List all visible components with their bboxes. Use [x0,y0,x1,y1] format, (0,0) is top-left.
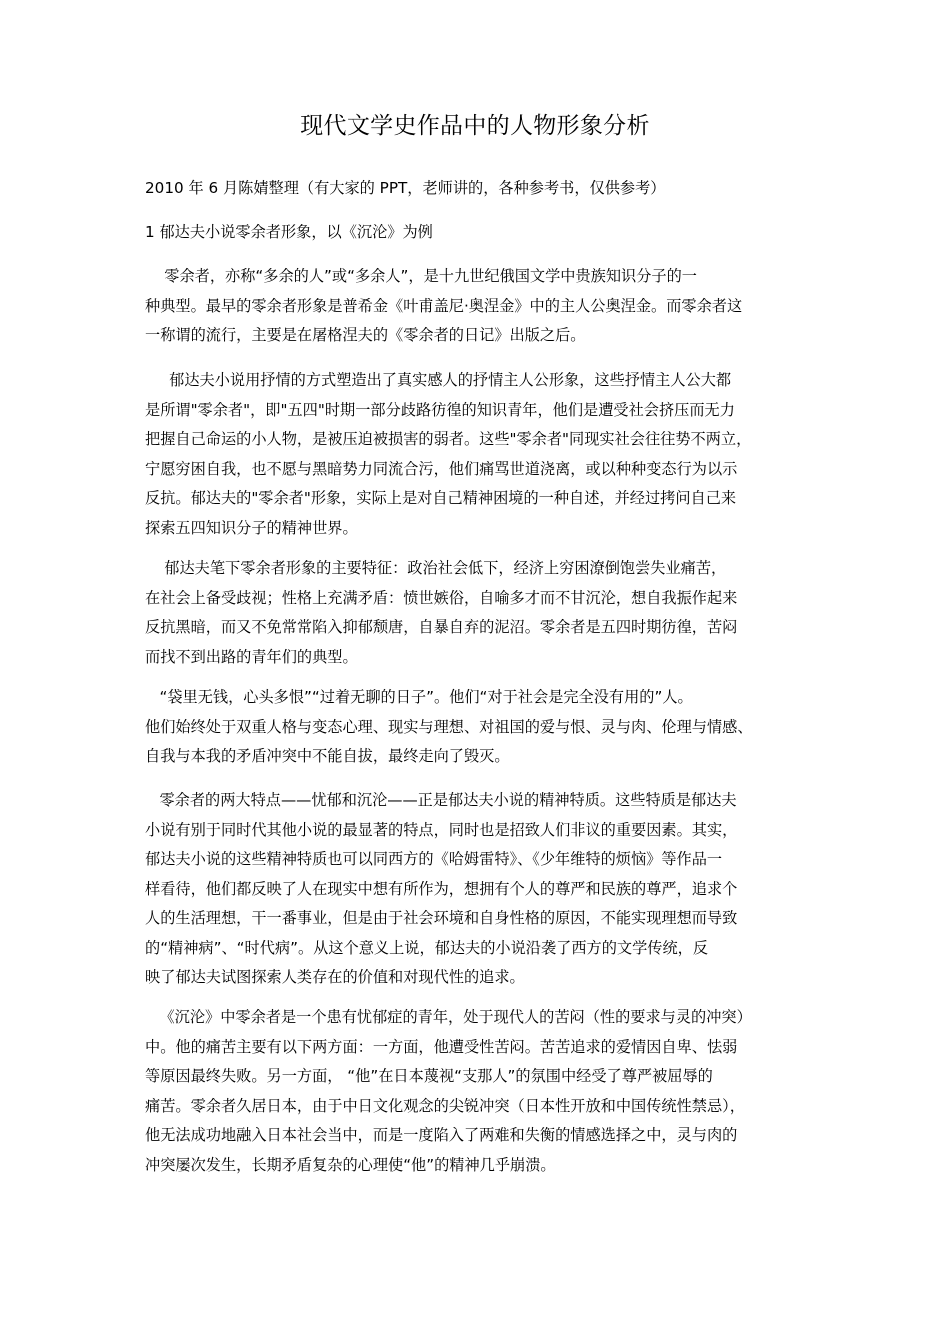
paragraph-line: 反抗黑暗，而又不免常常陷入抑郁颓唐，自暴自弃的泥沼。零余者是五四时期彷徨，苦闷 [145,618,738,636]
paragraph-line: 《沉沦》中零余者是一个患有忧郁症的青年，处于现代人的苦闷（性的要求与灵的冲突） [145,1008,752,1026]
document-subtitle [145,174,835,204]
paragraph-line: 冲突屡次发生，长期矛盾复杂的心理使“他”的精神几乎崩溃。 [145,1155,556,1174]
paragraph-line: 探索五四知识分子的精神世界。 [145,518,358,537]
paragraph-line: 而找不到出路的青年们的典型。 [145,647,358,666]
paragraph-line: 他无法成功地融入日本社会当中，而是一度陷入了两难和失衡的情感选择之中，灵与肉的 [145,1126,738,1144]
paragraph-line: 郁达夫笔下零余者形象的主要特征：政治社会低下，经济上穷困潦倒饱尝失业痛苦， [145,559,727,577]
section-heading-text: 1 郁达夫小说零余者形象，以《沉沦》为例 [145,223,433,241]
paragraph-6 [145,1003,835,1180]
subtitle-text: 2010 年 6 月陈婧整理（有大家的 PPT，老师讲的，各种参考书，仅供参考） [145,179,666,197]
paragraph-line: 痛苦。零余者久居日本，由于中日文化观念的尖锐冲突（日本性开放和中国传统性禁忌）， [145,1096,745,1115]
paragraph-4 [145,683,835,772]
paragraph-line: 郁达夫小说的这些精神特质也可以同西方的《哈姆雷特》、《少年维特的烦恼》等作品一 [145,850,723,868]
paragraph-line: 人的生活理想，干一番事业，但是由于社会环境和自身性格的原因，不能实现理想而导致 [145,909,738,927]
paragraph-line: 他们始终处于双重人格与变态心理、现实与理想、对祖国的爱与恨、灵与肉、伦理与情感、 [145,717,753,736]
paragraph-line: 映了郁达夫试图探索人类存在的价值和对现代性的追求。 [145,968,525,986]
paragraph-line: 中。他的痛苦主要有以下两方面：一方面，他遭受性苦闷。苦苦追求的爱情因自卑、怯弱 [145,1037,738,1056]
paragraph-line: 零余者的两大特点——忧郁和沉沦——正是郁达夫小说的精神特质。这些特质是郁达夫 [145,791,737,809]
paragraph-line: 零余者，亦称“多余的人”或“多余人”，是十九世纪俄国文学中贵族知识分子的一 [145,267,697,285]
paragraph-1 [145,262,835,351]
paragraph-line: 小说有别于同时代其他小说的最显著的特点，同时也是招致人们非议的重要因素。其实， [145,820,738,839]
paragraph-line: “袋里无钱，心头多恨”“过着无聊的日子”。他们“对于社会是完全没有用的”人。 [145,688,693,706]
paragraph-3 [145,554,835,672]
paragraph-line: 的“精神病”、“时代病”。从这个意义上说，郁达夫的小说沿袭了西方的文学传统，反 [145,938,709,957]
document-title: 现代文学史作品中的人物形象分析 [300,113,650,139]
paragraph-5 [145,786,835,993]
paragraph-line: 等原因最终失败。另一方面， “他”在日本蔑视“支那人”的氛围中经受了尊严被屈辱的 [145,1067,713,1085]
paragraph-2 [145,366,835,543]
section-heading [145,218,835,248]
paragraph-line: 样看待，他们都反映了人在现实中想有所作为，想拥有个人的尊严和民族的尊严，追求个 [145,879,738,898]
paragraph-line: 种典型。最早的零余者形象是普希金《叶甫盖尼·奥涅金》中的主人公奥涅金。而零余者这 [145,296,743,315]
paragraph-line: 自我与本我的矛盾冲突中不能自拔，最终走向了毁灭。 [145,747,510,765]
paragraph-line: 是所谓"零余者"，即"五四"时期一部分歧路彷徨的知识青年，他们是遭受社会挤压而无力 [145,400,735,419]
paragraph-line: 把握自己命运的小人物，是被压迫被损害的弱者。这些"零余者"同现实社会往往势不两立， [145,430,752,448]
paragraph-line: 郁达夫小说用抒情的方式塑造出了真实感人的抒情主人公形象，这些抒情主人公大都 [145,371,732,389]
paragraph-line: 在社会上备受歧视；性格上充满矛盾：愤世嫉俗，自喻多才而不甘沉沦，想自我振作起来 [145,588,738,607]
paragraph-line: 一称谓的流行，主要是在屠格涅夫的《零余者的日记》出版之后。 [145,326,586,344]
paragraph-line: 反抗。郁达夫的"零余者"形象，实际上是对自己精神困境的一种自述，并经过拷问自己来 [145,489,737,507]
paragraph-line: 宁愿穷困自我，也不愿与黑暗势力同流合污，他们痛骂世道浇离，或以种种变态行为以示 [145,459,738,478]
